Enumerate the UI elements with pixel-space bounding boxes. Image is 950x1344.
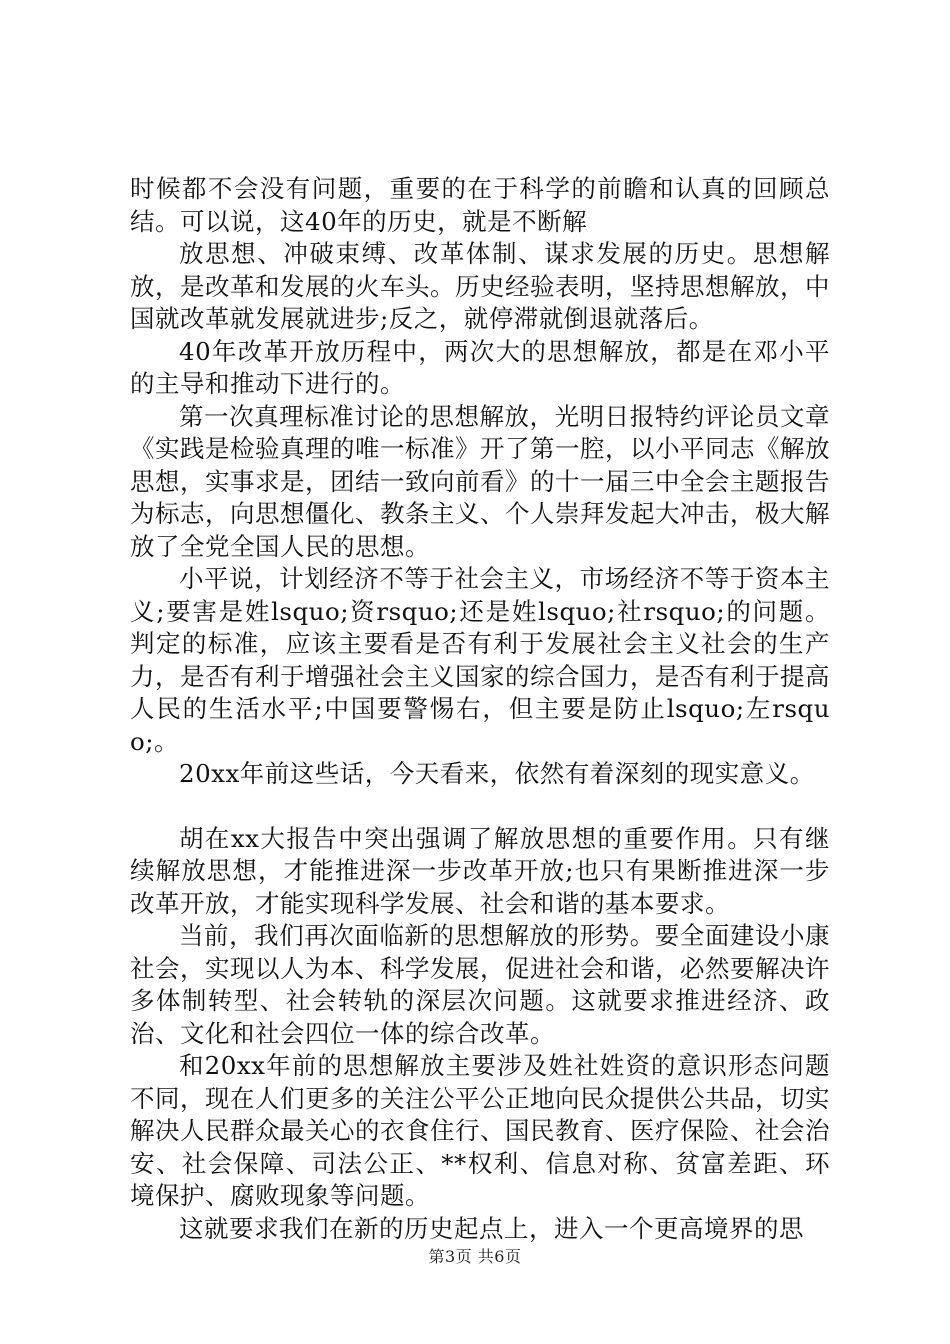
paragraph-10: 这就要求我们在新的历史起点上，进入一个更高境界的思 bbox=[179, 1213, 804, 1243]
paragraph-2: 放思想、冲破束缚、改革体制、谋求发展的历史。思想解放，是改革和发展的火车头。历史经验表明，坚持思想解放，中国就改革就发展就进步;反之，就停滞就倒退就落后。 bbox=[130, 239, 830, 333]
paragraph-6: 20xx年前这些话，今天看来，依然有着深刻的现实意义。 bbox=[179, 759, 815, 788]
paragraph-9: 和20xx年前的思想解放主要涉及姓社姓资的意识形态问题不同，现在人们更多的关注公平公正地向民众提供公共品，切实解决人民群众最关心的衣食住行、国民教育、医疗保险、社会治安、社会保障、司法公正、**权利、信息对称、贫富差距、环境保护、腐败现象等问题。 bbox=[130, 1051, 830, 1210]
page-footer: 第3页 共6页 bbox=[428, 1247, 522, 1266]
paragraph-8: 当前，我们再次面临新的思想解放的形势。要全面建设小康社会，实现以人为本、科学发展，促进社会和谐，必然要解决许多体制转型、社会转轨的深层次问题。这就要求推进经济、政治、文化和社会四位一体的综合改革。 bbox=[130, 921, 830, 1048]
paragraph-3: 40年改革开放历程中，两次大的思想解放，都是在邓小平的主导和推动下进行的。 bbox=[130, 336, 830, 398]
document-body bbox=[130, 173, 830, 1245]
paragraph-1: 时候都不会没有问题，重要的在于科学的前瞻和认真的回顾总结。可以说，这40年的历史，就是不断解 bbox=[130, 174, 830, 236]
paragraph-gap bbox=[130, 791, 830, 823]
paragraph-4: 第一次真理标准讨论的思想解放，光明日报特约评论员文章《实践是检验真理的唯一标准》开了第一腔，以小平同志《解放思想，实事求是，团结一致向前看》的十一届三中全会主题报告为标志，向思想僵化、教条主义、个人崇拜发起大冲击，极大解放了全党全国人民的思想。 bbox=[130, 401, 830, 561]
paragraph-5: 小平说，计划经济不等于社会主义，市场经济不等于资本主义;要害是姓lsquo;资rsquo;还是姓lsquo;社rsquo;的问题。判定的标准，应该主要看是否有利于发展社会主义社会的生产力，是否有利于增强社会主义国家的综合国力，是否有利于提高人民的生活水平;中国要警惕右，但主要是防止lsquo;左rsquo;。 bbox=[130, 564, 830, 756]
paragraph-7: 胡在xx大报告中突出强调了解放思想的重要作用。只有继续解放思想，才能推进深一步改革开放;也只有果断推进深一步改革开放，才能实现科学发展、社会和谐的基本要求。 bbox=[130, 823, 830, 918]
